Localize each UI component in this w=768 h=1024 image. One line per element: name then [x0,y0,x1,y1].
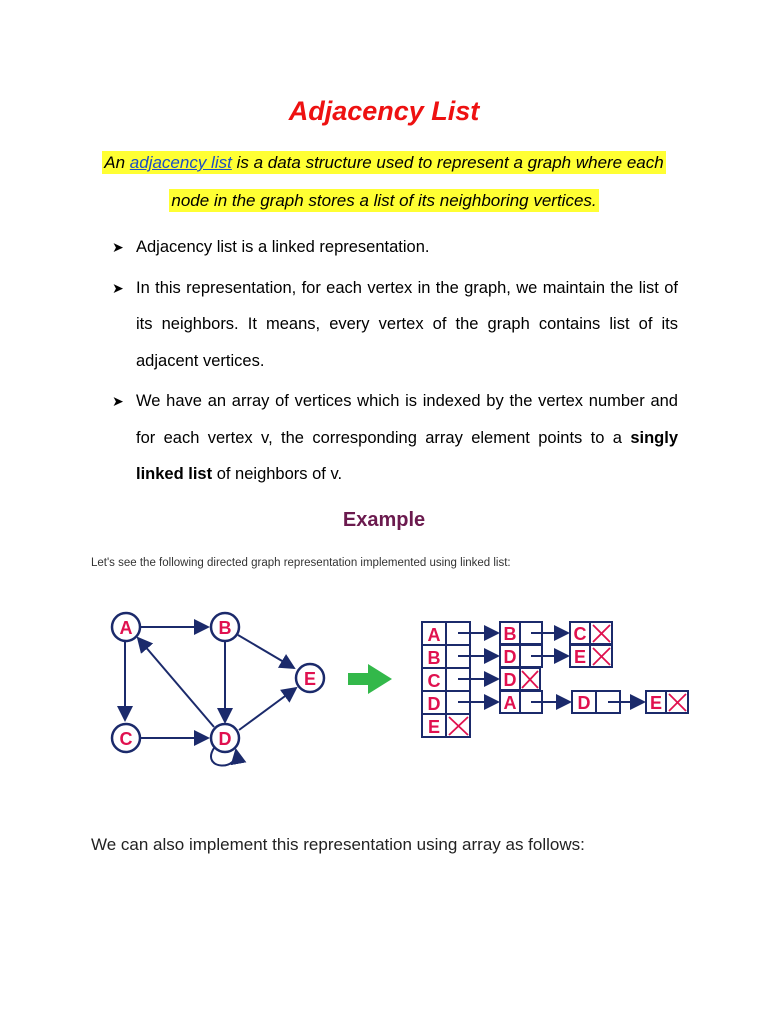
null-cross-icon [449,717,468,735]
graph-and-list-diagram [0,590,768,780]
graph-node-a [112,613,140,641]
graph-edges [125,627,296,766]
bullet-text-end: of neighbors of v. [216,465,343,483]
edge-b-e [238,635,294,668]
graph-nodes [112,613,324,752]
null-cross-icon [522,671,538,688]
array-label-c: C [427,671,441,691]
intro-prefix: An [104,153,126,172]
array-label-e: E [427,717,441,737]
array-label-d: D [427,694,441,714]
svg-text:A: A [119,618,133,638]
example-heading: Example [342,509,426,531]
bullet-item [112,270,678,380]
intro-definition [90,144,678,220]
svg-text:D: D [218,729,232,749]
bullet-item [112,383,678,493]
list-node-label: D [503,670,517,690]
list-node-label: B [503,624,517,644]
list-node-label: A [503,693,517,713]
null-cross-icon [593,625,610,642]
bullet-text: We have an array of vertices which is indexed by the vertex number and for each vertex v, the corresponding array element points to a [136,392,678,447]
edge-d-e [239,688,296,730]
bold-term: singly linked list [136,428,679,483]
svg-text:B: B [218,618,232,638]
null-cross-icon [669,694,686,711]
arrowhead-bullet-icon: ➤ [112,393,124,409]
page-title: Adjacency List [288,96,480,126]
null-cross-icon [593,648,610,665]
arrowhead-bullet-icon: ➤ [112,239,124,255]
array-implementation-text: We can also implement this representation using array as follows: [91,835,585,854]
list-node-label: D [577,693,591,713]
example-lead-text: Let's see the following directed graph representation implemented using linked list: [91,557,511,569]
svg-text:C: C [119,729,133,749]
adjacency-list-link[interactable]: adjacency list [129,153,232,172]
svg-text:E: E [303,669,317,689]
graph-node-e [296,664,324,692]
list-node-label: D [503,647,517,667]
list-node-label: C [573,624,587,644]
array-label-a: A [427,625,441,645]
graph-node-b [211,613,239,641]
array-label-b: B [427,648,441,668]
bullet-list [112,229,678,497]
bullet-text: Adjacency list is a linked representation. [136,238,430,256]
graph-node-d [211,724,239,752]
adjacency-list-drawing [422,622,688,737]
green-arrow-icon [348,664,392,694]
intro-line-2: node in the graph stores a list of its neighboring vertices. [171,191,597,210]
graph-node-c [112,724,140,752]
list-node-label: E [573,647,587,667]
bullet-item [112,229,678,266]
intro-line-1 [102,151,665,174]
intro-line-1-rest: is a data structure used to represent a graph where each [236,153,664,172]
edge-d-a [138,638,214,727]
list-node-label: E [649,693,663,713]
bullet-text: In this representation, for each vertex in the graph, we maintain the list of its neighbors. It means, every vertex of the graph contains list of its adjacent vertices. [136,278,678,370]
arrowhead-bullet-icon: ➤ [112,279,124,296]
